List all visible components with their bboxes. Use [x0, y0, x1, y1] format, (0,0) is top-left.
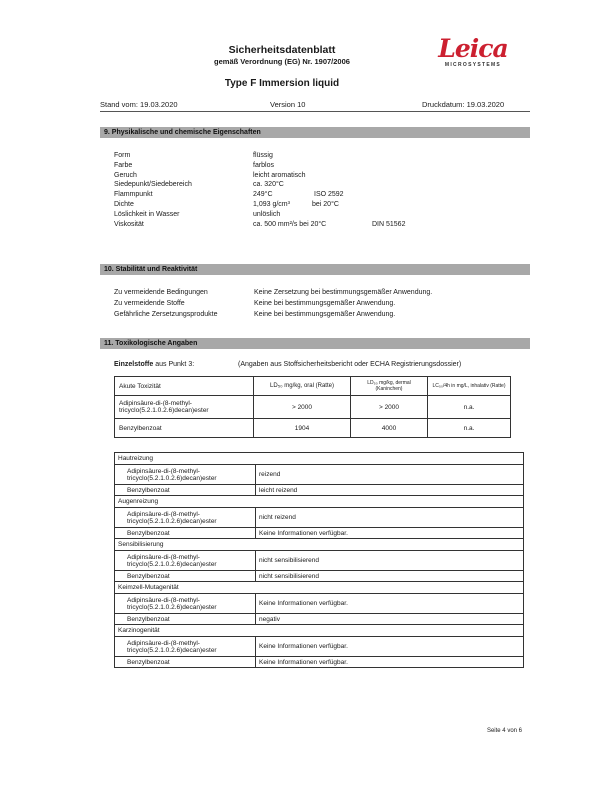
header-cell: Akute Toxizität — [115, 377, 254, 396]
effect-group-label: Augenreizung — [115, 496, 524, 508]
stability-label: Zu vermeidende Bedingungen — [114, 289, 208, 296]
header-cell: LD₅₀ mg/kg, oral (Ratte) — [254, 377, 351, 396]
product-name: Type F Immersion liquid — [224, 78, 340, 89]
table-cell: 4000 — [351, 419, 428, 438]
substance-name: Adipinsäure-di-(8-methyl-tricyclo(5.2.1.0.2.6)decan)ester — [115, 594, 256, 614]
property-value: farblos — [253, 161, 275, 169]
property-label: Form — [114, 152, 131, 159]
substance-name: Adipinsäure-di-(8-methyl-tricyclo(5.2.1.0.2.6)decan)ester — [115, 637, 256, 657]
table-header-row — [115, 377, 511, 396]
stability-label: Gefährliche Zersetzungsprodukte — [114, 311, 218, 318]
table-cell: > 2000 — [254, 396, 351, 419]
effect-group-row — [115, 582, 524, 594]
einzelstoffe-label: Einzelstoffe — [114, 361, 154, 368]
table-cell: Adipinsäure-di-(8-methyl-tricyclo(5.2.1.0.2.6)decan)ester — [115, 396, 254, 419]
property-extra: DIN 51562 — [372, 220, 406, 228]
page-number: Seite 4 von 6 — [486, 728, 522, 734]
table-row — [115, 528, 524, 539]
stability-label: Zu vermeidende Stoffe — [114, 300, 185, 307]
table-cell: 1904 — [254, 419, 351, 438]
effect-group-label: Sensibilisierung — [115, 539, 524, 551]
table-row — [115, 594, 524, 614]
substance-name: Adipinsäure-di-(8-methyl-tricyclo(5.2.1.0.2.6)decan)ester — [115, 508, 256, 528]
section-10-heading: 10. Stabilität und Reaktivität — [100, 264, 530, 275]
effect-group-label: Keimzell-Mutagenität — [115, 582, 524, 594]
effect-value: Keine Informationen verfügbar. — [256, 657, 524, 668]
table-row — [115, 657, 524, 668]
logo-subtitle: MICROSYSTEMS — [444, 62, 502, 68]
table-row — [115, 485, 524, 496]
table-row — [115, 571, 524, 582]
property-label: Flammpunkt — [114, 191, 153, 199]
stability-value: Keine bei bestimmungsgemäßer Anwendung. — [254, 300, 396, 307]
stability-value: Keine Zersetzung bei bestimmungsgemäßer Anwendung. — [254, 289, 433, 296]
substance-name: Adipinsäure-di-(8-methyl-tricyclo(5.2.1.0.2.6)decan)ester — [115, 465, 256, 485]
regulation-subtitle: gemäß Verordnung (EG) Nr. 1907/2006 — [214, 57, 350, 66]
table-row — [115, 419, 511, 438]
leica-logo — [428, 36, 518, 68]
property-value: 1,093 g/cm³ — [253, 201, 290, 208]
table-row — [115, 614, 524, 625]
table-cell: n.a. — [428, 396, 511, 419]
property-value: ca. 500 mm²/s bei 20°C — [253, 220, 327, 228]
acute-toxicity-table — [114, 376, 511, 438]
property-label: Farbe — [114, 161, 133, 169]
substance-name: Adipinsäure-di-(8-methyl-tricyclo(5.2.1.0.2.6)decan)ester — [115, 551, 256, 571]
effect-value: leicht reizend — [256, 485, 524, 496]
substance-name: Benzylbenzoat — [115, 614, 256, 625]
effect-group-row — [115, 496, 524, 508]
effect-group-row — [115, 539, 524, 551]
version-label: Version 10 — [270, 100, 306, 109]
document-title: Sicherheitsdatenblatt — [228, 44, 336, 56]
effect-group-label: Karzinogenität — [115, 625, 524, 637]
property-label: Siedepunkt/Siedebereich — [114, 181, 192, 189]
table-row — [115, 508, 524, 528]
source-note: (Angaben aus Stoffsicherheitsbericht oder ECHA Registrierungsdossier) — [238, 361, 462, 368]
effect-value: negativ — [256, 614, 524, 625]
property-label: Dichte — [114, 201, 134, 208]
section-11-heading: 11. Toxikologische Angaben — [100, 338, 530, 349]
effect-group-row — [115, 625, 524, 637]
effect-value: Keine Informationen verfügbar. — [256, 594, 524, 614]
property-label: Geruch — [114, 171, 137, 179]
substance-name: Benzylbenzoat — [115, 657, 256, 668]
print-date: Druckdatum: 19.03.2020 — [422, 100, 505, 109]
effect-value: nicht sensibilisierend — [256, 551, 524, 571]
stability-value: Keine bei bestimmungsgemäßer Anwendung. — [254, 311, 396, 318]
effect-value: reizend — [256, 465, 524, 485]
effect-group-label: Hautreizung — [115, 453, 524, 465]
table-row — [115, 637, 524, 657]
property-extra: ISO 2592 — [314, 191, 344, 199]
einzelstoffe-suffix: aus Punkt 3: — [153, 361, 195, 368]
table-row — [115, 465, 524, 485]
property-extra: bei 20°C — [312, 201, 339, 208]
document-page — [82, 0, 540, 791]
einzelstoffe-line — [114, 360, 194, 370]
header-divider — [100, 111, 530, 112]
header-cell: LC₅₀/4h in mg/L, inhalativ (Ratte) — [428, 377, 511, 396]
property-value: 249°C — [253, 191, 273, 199]
table-row — [115, 396, 511, 419]
toxicological-effects-table — [114, 452, 524, 668]
substance-name: Benzylbenzoat — [115, 528, 256, 539]
effect-value: nicht sensibilisierend — [256, 571, 524, 582]
substance-name: Benzylbenzoat — [115, 485, 256, 496]
logo-wordmark: Leica — [438, 34, 508, 63]
header-cell: LD₅₀ mg/kg, dermal (Kaninchen) — [351, 377, 428, 396]
table-cell: > 2000 — [351, 396, 428, 419]
property-label: Viskosität — [114, 220, 144, 228]
property-value: unlöslich — [253, 210, 281, 218]
effect-group-row — [115, 453, 524, 465]
section-9-heading: 9. Physikalische und chemische Eigenschaften — [100, 127, 530, 138]
property-value: ca. 320°C — [253, 181, 284, 189]
substance-name: Benzylbenzoat — [115, 571, 256, 582]
effect-value: nicht reizend — [256, 508, 524, 528]
effect-value: Keine Informationen verfügbar. — [256, 637, 524, 657]
stand-date: Stand vom: 19.03.2020 — [100, 100, 178, 109]
property-label: Löslichkeit in Wasser — [114, 210, 180, 218]
table-cell: n.a. — [428, 419, 511, 438]
property-value: flüssig — [253, 152, 273, 159]
table-cell: Benzylbenzoat — [115, 419, 254, 438]
property-value: leicht aromatisch — [253, 171, 306, 179]
table-row — [115, 551, 524, 571]
effect-value: Keine Informationen verfügbar. — [256, 528, 524, 539]
